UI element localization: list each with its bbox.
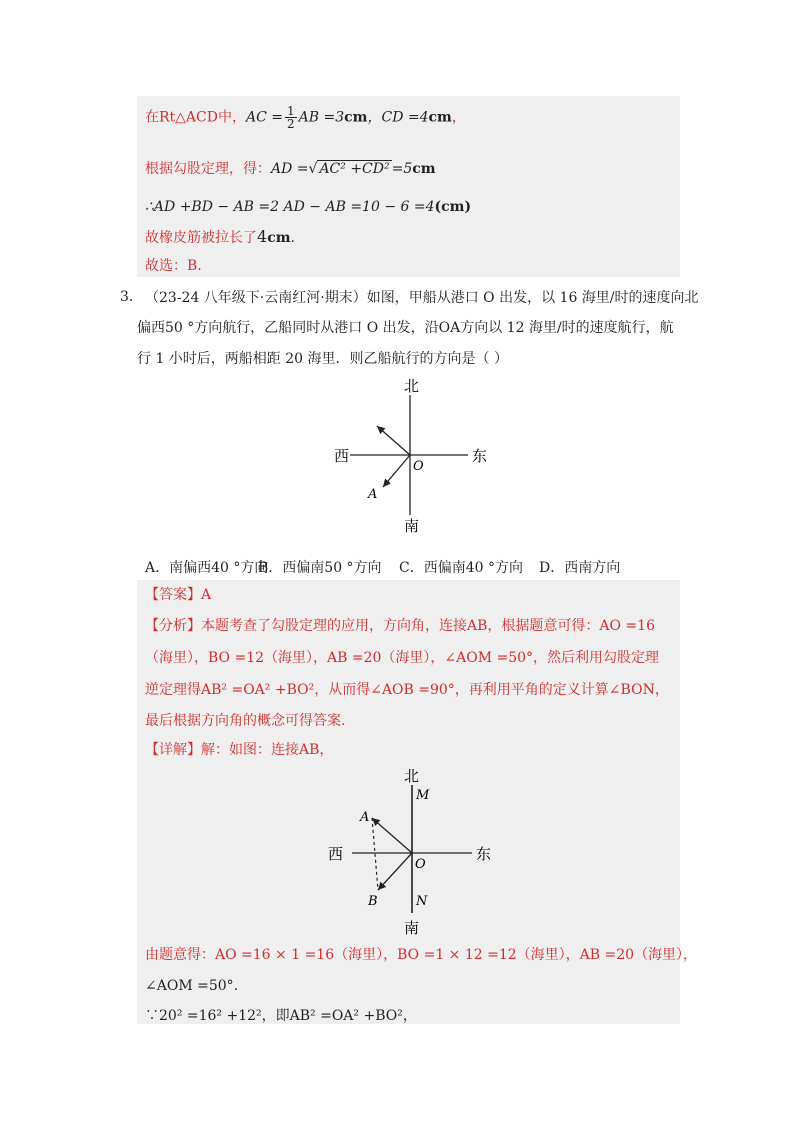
south-label: 南	[404, 517, 420, 535]
point-a-label: A	[360, 810, 370, 825]
calc-line-2: ∠AOM =50°.	[145, 978, 239, 994]
point-m-label: M	[416, 788, 430, 803]
north-label: 北	[404, 767, 420, 785]
south-label: 南	[404, 919, 420, 937]
segment-oa	[372, 818, 412, 853]
solution-line-2: 根据勾股定理，得：AD =√ AC² +CD² =5cm	[145, 161, 436, 177]
text-segment: 故橡皮筋被拉长了	[145, 230, 257, 246]
punctuation: .	[290, 230, 295, 246]
west-label: 西	[328, 845, 344, 863]
math-segment: ，CD =4	[367, 109, 429, 126]
math-segment: =5	[391, 161, 413, 177]
segment-ob	[378, 853, 412, 890]
unit-label: cm	[267, 230, 291, 246]
detail-line: 【详解】解：如图：连接AB，	[145, 742, 334, 758]
analysis-line-1: 【分析】本题考查了勾股定理的应用，方向角，连接AB，根据题意可得：AO =16	[145, 618, 655, 634]
calc-line-3: ∵20² =16² +12²，即AB² =OA² +BO²，	[145, 1008, 417, 1024]
option-b[interactable]: B．西偏南50 °方向	[258, 560, 382, 576]
north-label: 北	[404, 377, 420, 395]
solution-line-4	[145, 228, 295, 247]
calc-line-1: 由题意得：AO =16 × 1 =16（海里），BO =1 × 12 =12（海里），AB =20（海里），	[145, 947, 698, 963]
east-label: 东	[476, 845, 492, 863]
west-label: 西	[334, 447, 350, 465]
math-segment: AC =	[245, 109, 283, 126]
answer-line: 【答案】A	[145, 587, 212, 603]
option-c[interactable]: C．西偏南40 °方向	[399, 560, 523, 576]
option-a[interactable]: A．南偏西40 °方向	[145, 560, 269, 576]
text-segment: 根据勾股定理，得：	[145, 161, 271, 177]
analysis-line-3: 逆定理得AB² =OA² +BO²，从而得∠AOB =90°，再利用平角的定义计算∠BON，	[145, 682, 669, 698]
unit-label: cm	[344, 109, 368, 126]
point-a-label: A	[368, 487, 378, 502]
unit-label: (cm)	[434, 199, 472, 215]
compass-figure-2	[320, 765, 500, 941]
text-segment: 在Rt△ACD中，	[145, 109, 246, 126]
ship-jia-arrow	[377, 426, 410, 455]
analysis-line-4: 最后根据方向角的概念可得答案.	[145, 713, 346, 729]
punctuation: ，	[451, 109, 466, 126]
question-number: 3.	[120, 289, 134, 305]
ship-yi-arrow	[383, 455, 410, 487]
solution-line-3	[145, 198, 471, 216]
option-d[interactable]: D．西南方向	[539, 560, 621, 576]
question-line-3: 行 1 小时后，两船相距 20 海里．则乙船航行的方向是（ ）	[137, 351, 508, 367]
fraction	[285, 105, 297, 130]
fraction-denominator: 2	[287, 117, 295, 131]
point-b-label: B	[368, 894, 378, 909]
fraction-numerator: 1	[287, 104, 295, 118]
question-line-2: 偏西50 °方向航行，乙船同时从港口 O 出发，沿OA方向以 12 海里/时的速度航行，航	[137, 320, 674, 336]
origin-label: O	[415, 857, 426, 872]
value: 4	[257, 227, 268, 246]
math-segment: ∴AD +BD − AB =2 AD − AB =10 − 6 =4	[145, 199, 435, 215]
east-label: 东	[472, 447, 488, 465]
unit-label: cm	[428, 109, 452, 126]
math-segment: AD =	[271, 161, 309, 177]
solution-line-1	[145, 105, 466, 130]
solution-line-5: 故选：B.	[145, 258, 202, 274]
analysis-line-2: （海里），BO =12（海里），AB =20（海里），∠AOM =50°，然后利用勾股定理	[145, 650, 660, 666]
math-segment: AB =3	[298, 109, 345, 126]
origin-label: O	[413, 459, 424, 474]
radicand: AC² +CD²	[319, 161, 390, 177]
compass-figure-1	[320, 375, 500, 544]
question-line-1: （23-24 八年级下·云南红河·期末）如图，甲船从港口 O 出发，以 16 海里/时的速度向北	[145, 290, 699, 306]
segment-ab-dashed	[372, 818, 378, 890]
point-n-label: N	[416, 894, 428, 909]
unit-label: cm	[412, 161, 436, 177]
